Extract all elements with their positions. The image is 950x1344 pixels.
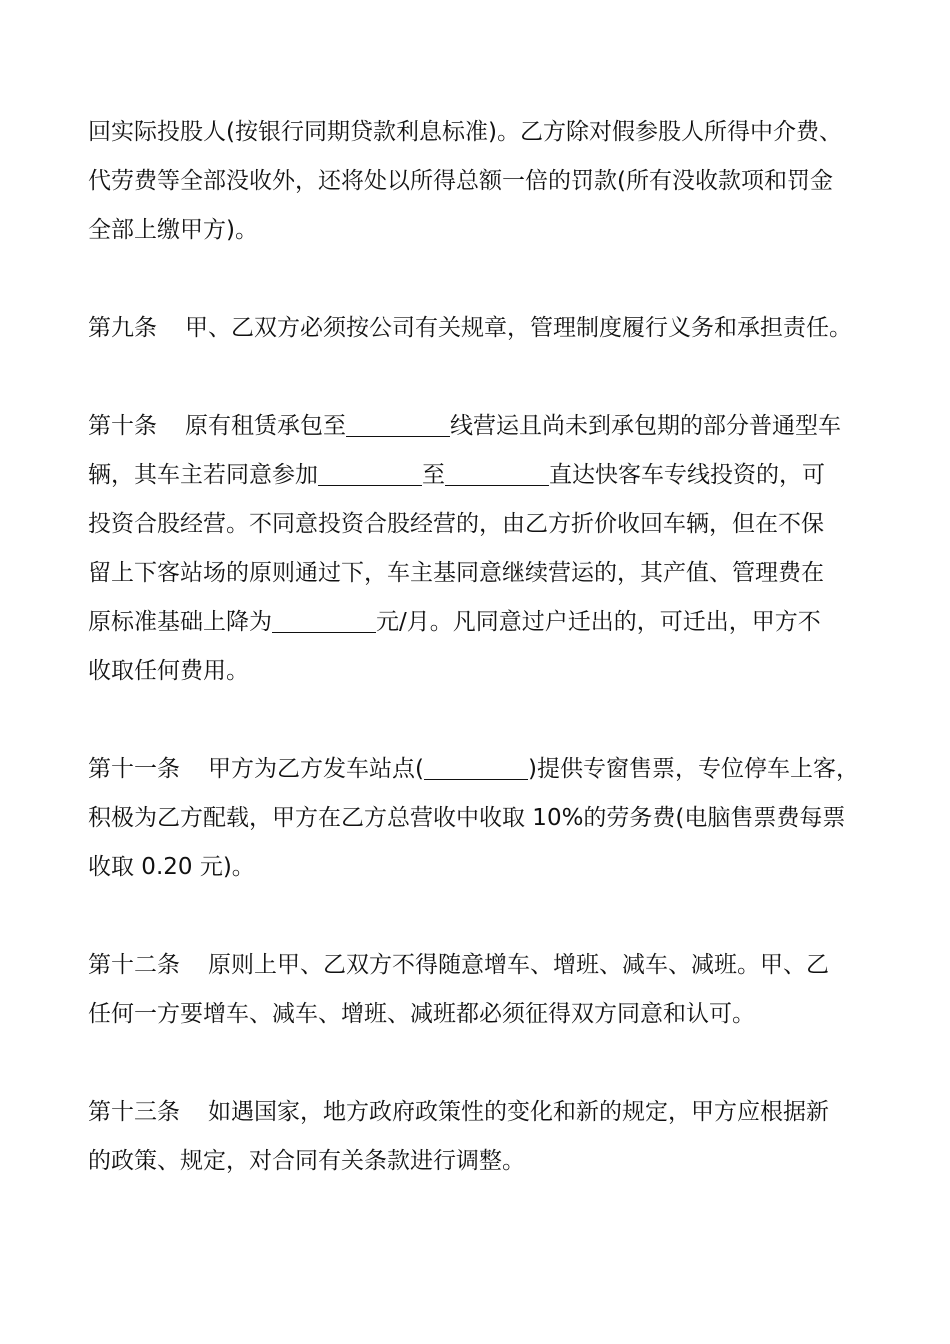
clause-10-line-1 xyxy=(88,402,888,451)
text: 收取任何费用。 xyxy=(88,658,249,684)
clause-9-label: 第九条 xyxy=(88,315,157,341)
clause-10-line-4 xyxy=(88,549,888,598)
text: 回实际投股人(按银行同期贷款利息标准)。乙方除对假参股人所得中介费、 xyxy=(88,119,842,145)
text: 辆，其车主若同意参加 xyxy=(88,462,318,488)
clause-12-line-1 xyxy=(88,941,888,990)
clause-10-label: 第十条 xyxy=(88,413,157,439)
fill-in-blank-station[interactable] xyxy=(424,754,528,780)
clause-10-line-2 xyxy=(88,451,888,500)
text: 原则上甲、乙双方不得随意增车、增班、减车、减班。甲、乙 xyxy=(208,952,829,978)
clause-11-line-1 xyxy=(88,745,888,794)
clause-9-line-1 xyxy=(88,304,888,353)
text: 元/月。凡同意过户迁出的，可迁出，甲方不 xyxy=(376,609,821,635)
clause-11-label: 第十一条 xyxy=(88,756,180,782)
paragraph-spacer xyxy=(88,696,888,745)
text: 收取 0.20 元)。 xyxy=(88,854,255,880)
clause-11-line-2 xyxy=(88,794,888,843)
text: 代劳费等全部没收外，还将处以所得总额一倍的罚款(所有没收款项和罚金 xyxy=(88,168,833,194)
document-page xyxy=(88,108,888,1186)
text: 全部上缴甲方)。 xyxy=(88,217,258,243)
clause-13-label: 第十三条 xyxy=(88,1099,180,1125)
clause-12-line-2 xyxy=(88,990,888,1039)
clause-10-line-5 xyxy=(88,598,888,647)
text: 如遇国家，地方政府政策性的变化和新的规定，甲方应根据新 xyxy=(208,1099,829,1125)
fill-in-blank-route[interactable] xyxy=(346,411,450,437)
text: 线营运且尚未到承包期的部分普通型车 xyxy=(450,413,841,439)
text: 原标准基础上降为 xyxy=(88,609,272,635)
clause-8-line-3 xyxy=(88,206,888,255)
text: )提供专窗售票，专位停车上客， xyxy=(527,756,859,782)
clause-13-line-1 xyxy=(88,1088,888,1137)
text: 留上下客站场的原则通过下，车主基同意继续营运的，其产值、管理费在 xyxy=(88,560,824,586)
paragraph-spacer xyxy=(88,353,888,402)
text: 的政策、规定，对合同有关条款进行调整。 xyxy=(88,1148,525,1174)
clause-10-line-3 xyxy=(88,500,888,549)
text: 投资合股经营。不同意投资合股经营的，由乙方折价收回车辆，但在不保 xyxy=(88,511,824,537)
clause-10-line-6 xyxy=(88,647,888,696)
clause-8-line-2 xyxy=(88,157,888,206)
text: 至 xyxy=(422,462,445,488)
clause-11-line-3 xyxy=(88,843,888,892)
text: 任何一方要增车、减车、增班、减班都必须征得双方同意和认可。 xyxy=(88,1001,755,1027)
paragraph-spacer xyxy=(88,255,888,304)
text: 直达快客车专线投资的，可 xyxy=(549,462,825,488)
text: 甲方为乙方发车站点( xyxy=(208,756,424,782)
text: 原有租赁承包至 xyxy=(185,413,346,439)
clause-12-label: 第十二条 xyxy=(88,952,180,978)
text: 积极为乙方配载，甲方在乙方总营收中收取 10%的劳务费(电脑售票费每票 xyxy=(88,805,846,831)
fill-in-blank-origin[interactable] xyxy=(318,460,422,486)
paragraph-spacer xyxy=(88,892,888,941)
clause-8-line-1 xyxy=(88,108,888,157)
text: 甲、乙双方必须按公司有关规章，管理制度履行义务和承担责任。 xyxy=(185,315,852,341)
fill-in-blank-destination[interactable] xyxy=(445,460,549,486)
fill-in-blank-fee[interactable] xyxy=(272,607,376,633)
clause-13-line-2 xyxy=(88,1137,888,1186)
paragraph-spacer xyxy=(88,1039,888,1088)
